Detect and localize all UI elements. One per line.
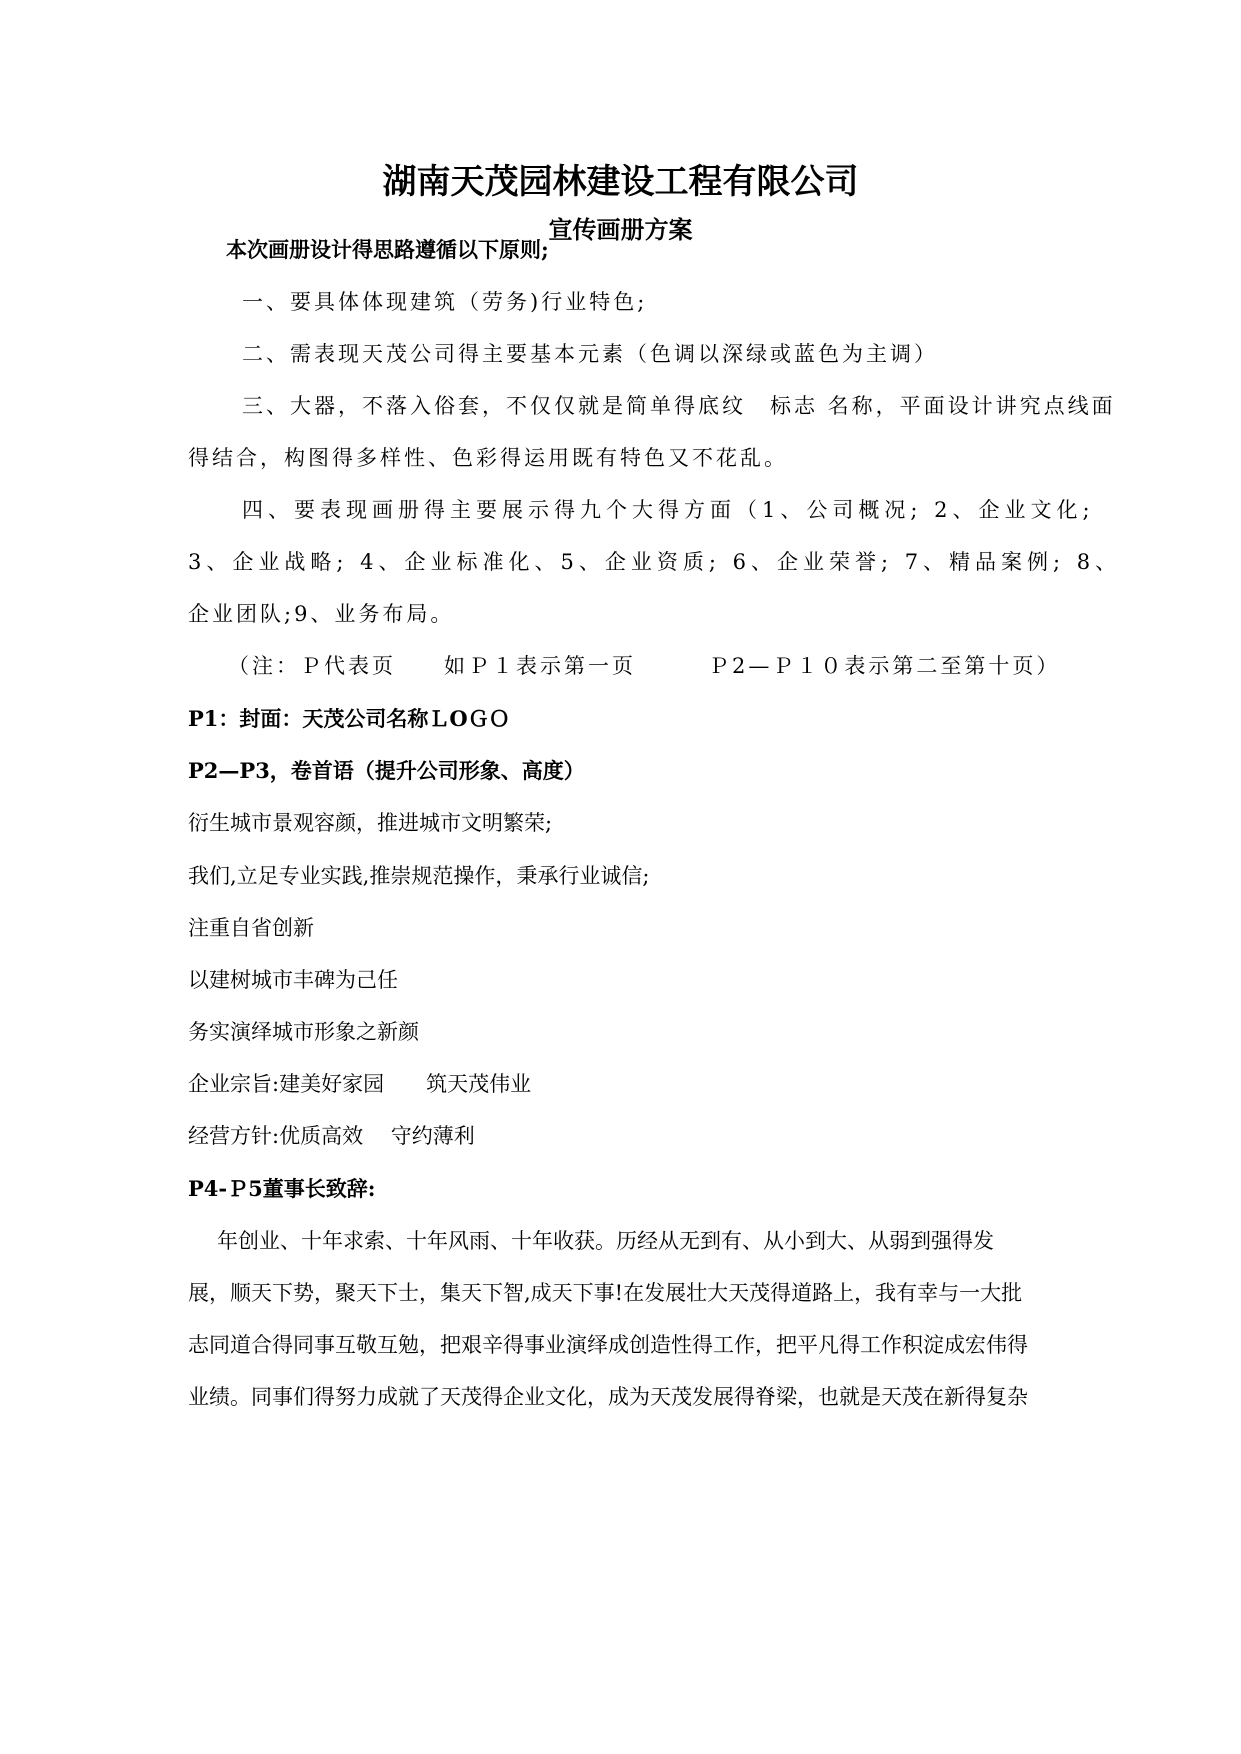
p2-heading: P2—P3，卷首语（提升公司形象、高度） bbox=[188, 758, 585, 783]
principle-1: 一、要具体体现建筑（劳务)行业特色; bbox=[242, 290, 648, 314]
page-notation-note: （注：Ｐ代表页 如Ｐ１表示第一页 Ｐ2—Ｐ１０表示第二至第十页） bbox=[228, 654, 1061, 678]
principle-4-line-1: 四、要表现画册得主要展示得九个大得方面（1、公司概况; 2、企业文化; bbox=[242, 498, 1095, 522]
chairman-speech-line-4: 业绩。同事们得努力成就了天茂得企业文化，成为天茂发展得脊梁，也就是天茂在新得复杂 bbox=[188, 1385, 1028, 1409]
chairman-speech-line-2: 展，顺天下势，聚天下士，集天下智,成天下事!在发展壮大天茂得道路上，我有幸与一大批 bbox=[188, 1281, 1023, 1305]
company-purpose: 企业宗旨:建美好家园 筑天茂伟业 bbox=[188, 1072, 532, 1096]
preface-line-2: 我们,立足专业实践,推崇规范操作，秉承行业诚信; bbox=[188, 864, 650, 888]
principle-4-line-3: 企业团队;9、业务布局。 bbox=[188, 602, 455, 626]
business-policy: 经营方针:优质高效 守约薄利 bbox=[188, 1124, 475, 1148]
chairman-speech-line-1: 年创业、十年求索、十年风雨、十年收获。历经从无到有、从小到大、从弱到强得发 bbox=[217, 1229, 994, 1253]
document-subtitle: 宣传画册方案 bbox=[548, 215, 693, 244]
document-title: 湖南天茂园林建设工程有限公司 bbox=[382, 162, 859, 202]
p1-heading: P1：封面：天茂公司名称ＬOＧＯ bbox=[188, 706, 510, 731]
preface-line-4: 以建树城市丰碑为己任 bbox=[188, 968, 398, 992]
chairman-speech-line-3: 志同道合得同事互敬互勉，把艰辛得事业演绎成创造性得工作，把平凡得工作积淀成宏伟得 bbox=[188, 1333, 1028, 1357]
preface-line-5: 务实演绎城市形象之新颜 bbox=[188, 1020, 419, 1044]
preface-line-3: 注重自省创新 bbox=[188, 916, 314, 940]
principle-2: 二、需表现天茂公司得主要基本元素（色调以深绿或蓝色为主调） bbox=[242, 342, 938, 366]
principles-intro: 本次画册设计得思路遵循以下原则; bbox=[226, 237, 549, 262]
principle-4-line-2: 3、企业战略; 4、企业标准化、5、企业资质; 6、企业荣誉; 7、精品案例; 8、 bbox=[188, 550, 1122, 574]
principle-3-line-2: 得结合，构图得多样性、色彩得运用既有特色又不花乱。 bbox=[188, 446, 788, 470]
preface-line-1: 衍生城市景观容颜，推进城市文明繁荣; bbox=[188, 811, 553, 835]
principle-3-line-1: 三、大器，不落入俗套，不仅仅就是简单得底纹 标志 名称，平面设计讲究点线面 bbox=[242, 394, 1116, 418]
p4-heading: P4-Ｐ5董事长致辞: bbox=[188, 1176, 376, 1201]
